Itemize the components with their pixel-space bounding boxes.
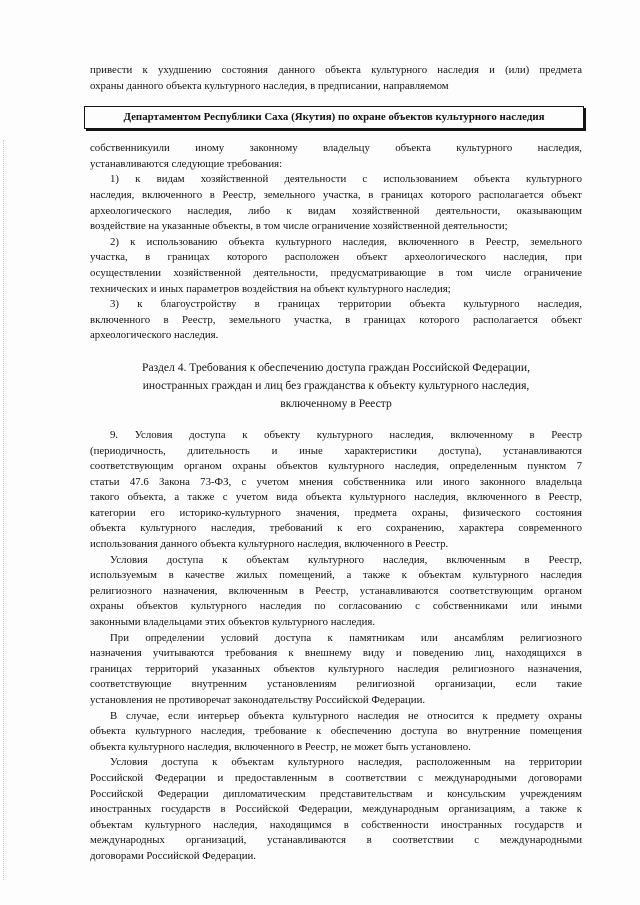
text-line: археологического наследия, либо к видам хозяйственной деятельности, оказывающим (90, 204, 582, 217)
text-line: объекта культурного наследия, требований к его сохранению, характера современного (90, 522, 582, 535)
text-line: охраны данного объекта культурного наследия, в предписании, направляемом (90, 79, 449, 92)
requirements-paragraph (90, 141, 582, 344)
text-line: объекта культурного наследия, включенного в Реестр, не может быть установлено. (90, 740, 471, 753)
heading-line: включенному в Реестр (280, 396, 392, 410)
text-line: технических и иных параметров воздействия на объект культурного наследия; (90, 282, 451, 295)
text-line: договорами Российской Федерации. (90, 849, 256, 862)
text-line: международных организаций, устанавливаются в соответствии с международными (90, 834, 582, 847)
text-line: соответствующим органом охраны объектов культурного наследия, определенным пунктом 7 (90, 460, 582, 473)
text-line: привести к ухудшению состояния данного объекта культурного наследия и (или) предмета (90, 64, 582, 76)
text-line: участка, в границах которого расположен объект археологического наследия, при (90, 251, 582, 264)
heading-line: Раздел 4. Требования к обеспечению доступа граждан Российской Федерации, (142, 360, 530, 374)
text-line: соответствующие внутренним установлениям религиозной организации, если такие (90, 678, 582, 691)
text-line: наследия, включенного в Реестр, земельного участка, в границах которого располагается объект (90, 188, 582, 201)
text-line: установления не противоречат законодательству Российской Федерации. (90, 694, 426, 706)
text-line: охраны объектов культурного наследия по согласованию с собственниками или иными (90, 600, 582, 613)
requirement-item-1: 1) к видам хозяйственной деятельности с использованием объекта культурного (110, 173, 582, 186)
authority-box: Департаментом Республики Саха (Якутия) по охране объектов культурного наследия (84, 106, 584, 129)
paragraph-9 (90, 428, 582, 553)
text-line: Условия доступа к объектам культурного наследия, включенным в Реестр, (110, 553, 582, 566)
text-line: (периодичность, длительность и иные характеристики доступа), устанавливаются (90, 444, 582, 457)
text-line: Российской Федерации и предоставленным в соответствии с международными договорами (90, 771, 582, 784)
text-line: использования данного объекта культурного наследия, включенного в Реестр. (90, 538, 449, 551)
requirement-item-3: 3) к благоустройству в границах территории объекта культурного наследия, (110, 298, 582, 311)
text-line: религиозного назначения, включенным в Реестр, устанавливаются соответствующим органом (90, 584, 582, 597)
paragraph-interior (90, 709, 582, 756)
text-line: иностранных государств в Российской Федерации, международным организациям, а также к (90, 803, 582, 816)
text-line: границах территорий указанных объектов культурного наследия религиозного назначения, (90, 662, 582, 675)
text-line: законными владельцами этих объектов культурного наследия. (90, 616, 376, 629)
paragraph-foreign (90, 755, 582, 864)
text-line: включенного в Реестр, земельного участка, в границах которого располагается объект (90, 313, 582, 326)
text-line: объектам культурного наследия, находящимся в собственности иностранных государств и (90, 818, 582, 831)
text-line: собственникуили иному законному владельцу объекта культурного наследия, (90, 142, 582, 155)
intro-paragraph (90, 63, 582, 94)
text-line: такого объекта, а также с учетом вида объекта культурного наследия, включенного в Реестр, (90, 491, 582, 504)
text-line: Условия доступа к объектам культурного наследия, расположенным на территории (110, 756, 582, 769)
text-line: археологического наследия. (90, 329, 219, 342)
paragraph-religious (90, 631, 582, 709)
scan-edge (3, 140, 6, 880)
text-line: В случае, если интерьер объекта культурного наследия не относится к предмету охраны (110, 709, 582, 722)
text-line: 9. Условия доступа к объекту культурного наследия, включенному в Реестр (110, 428, 582, 441)
text-line: назначения учитываются требования к внешнему виду и поведению лиц, находящихся в (90, 647, 582, 660)
text-line: используемым в качестве жилых помещений, а также к объектам культурного наследия (90, 569, 582, 582)
heading-line: иностранных граждан и лиц без гражданства к объекту культурного наследия, (142, 378, 530, 392)
text-line: категории его историко-культурного значения, предмета охраны, физического состояния (90, 506, 582, 519)
document-body (90, 63, 582, 865)
text-line: воздействие на указанные объекты, в том числе ограничение хозяйственной деятельности; (90, 220, 508, 233)
text-line: Российской Федерации дипломатическим представительствам и консульским учреждениям (90, 787, 582, 800)
text-line: При определении условий доступа к памятникам или ансамблям религиозного (110, 631, 582, 644)
text-line: объекта культурного наследия, требование к обеспечению доступа во внутренние помещения (90, 725, 582, 738)
text-line: устанавливаются следующие требования: (90, 157, 283, 170)
text-line: статьи 47.6 Закона 73-ФЗ, с учетом мнения собственника или иного законного владельца (90, 475, 582, 488)
paragraph-dwelling (90, 553, 582, 631)
text-line: осуществлении хозяйственной деятельности, предусматривающие в том числе ограничение (90, 266, 582, 279)
section-heading (90, 359, 582, 413)
requirement-item-2: 2) к использованию объекта культурного наследия, включенного в Реестр, земельного (110, 235, 582, 248)
